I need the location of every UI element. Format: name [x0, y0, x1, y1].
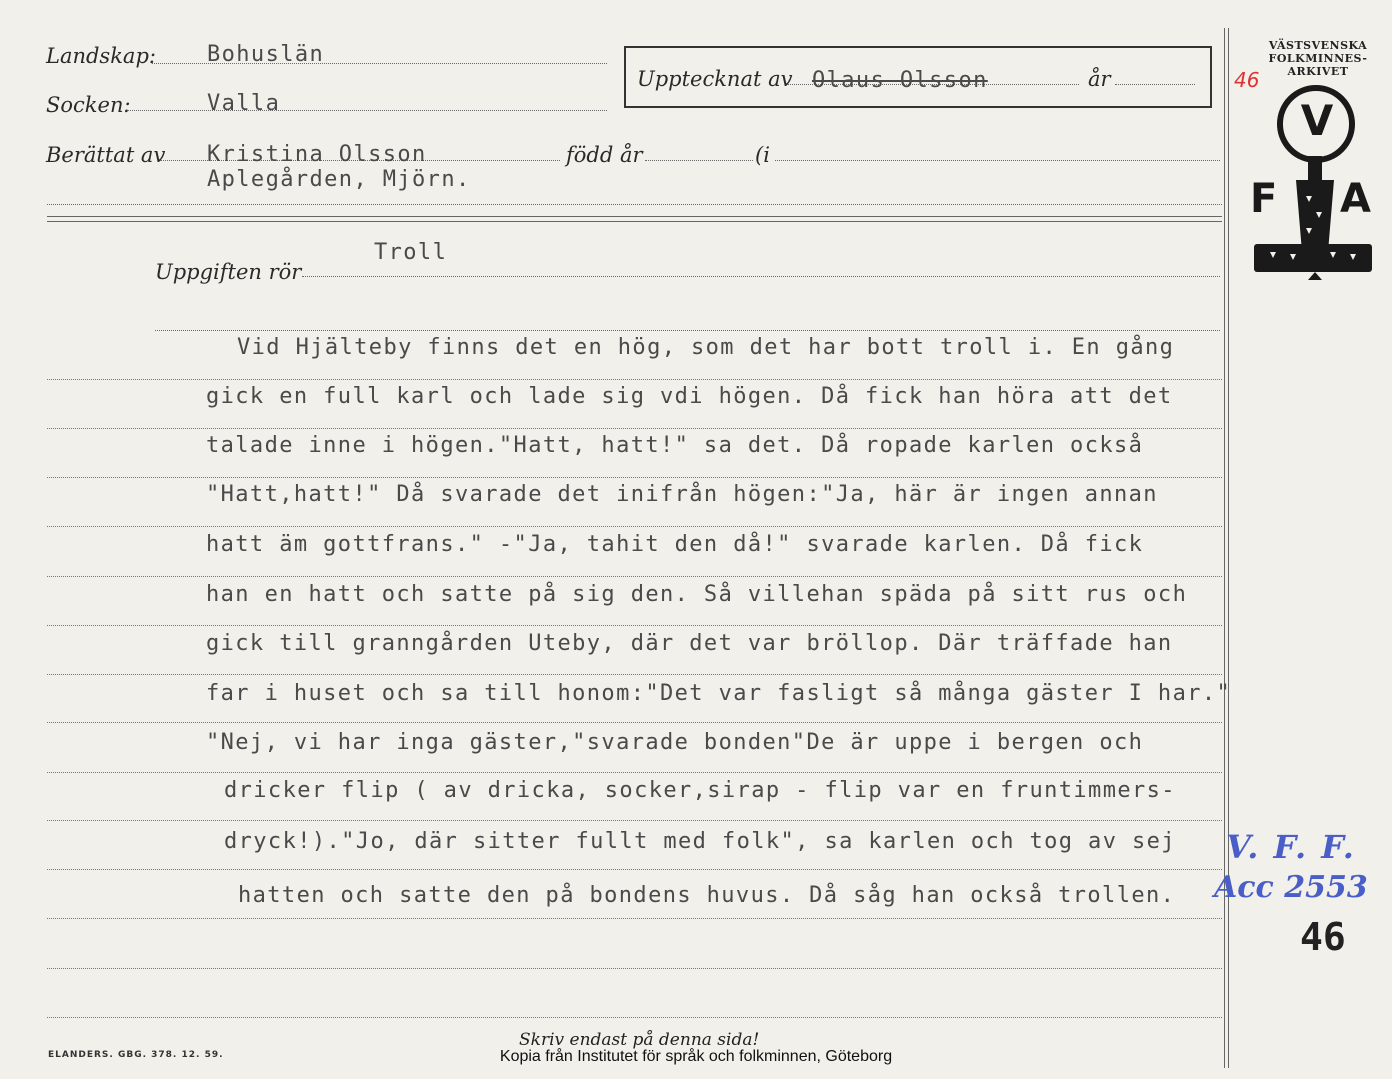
uppgift-label: Uppgiften rör [155, 260, 302, 284]
archive-number: 46 [1300, 915, 1346, 959]
body-line: Vid Hjälteby finns det en hög, som det har bott troll i. En gång [237, 335, 1175, 360]
body-line: "Hatt,hatt!" Då svarade det inifrån högen:"Ja, här är ingen annan [206, 482, 1158, 507]
ruled-line [47, 968, 1222, 969]
body-line: dryck!)."Jo, där sitter fullt med folk", sa karlen och tog av sej [224, 829, 1176, 854]
uppteck-value: Olaus Olsson [812, 68, 988, 93]
uppgift-line-2 [155, 330, 1220, 331]
ar-label: år [1088, 67, 1111, 91]
archive-name-2: FOLKMINNES- [1268, 52, 1368, 65]
berattat-name: Kristina Olsson [207, 142, 427, 167]
fodd-line [645, 160, 753, 161]
margin-line-2 [1228, 28, 1229, 1068]
landskap-value: Bohuslän [207, 42, 325, 67]
landskap-label: Landskap: [46, 44, 156, 68]
uppgift-line [302, 276, 1220, 277]
instruction-text: Skriv endast på denna sida! [519, 1030, 760, 1050]
acc-stamp: Acc 2553 [1214, 870, 1368, 905]
uppgift-value: Troll [374, 240, 448, 265]
body-line: hatt äm gottfrans." -"Ja, tahit den då!" svarade karlen. Då fick [206, 532, 1144, 557]
socken-value: Valla [207, 91, 281, 116]
body-line: far i huset och sa till honom:"Det var fasligt så många gäster I har." [206, 681, 1232, 706]
fodd-label: född år [566, 143, 643, 167]
berattat-label: Berättat av [46, 143, 166, 167]
ruled-line [47, 576, 1222, 577]
ruled-line [47, 526, 1222, 527]
body-line: hatten och satte den på bondens huvus. Då såg han också trollen. [238, 883, 1176, 908]
socken-line [128, 110, 607, 111]
body-line: talade inne i högen."Hatt, hatt!" sa det. Då ropade karlen också [206, 433, 1144, 458]
ruled-line [47, 722, 1222, 723]
logo-letter-f: F [1250, 176, 1278, 222]
body-line: gick till granngården Uteby, där det var bröllop. Där träffade han [206, 631, 1173, 656]
copyright-notice: Kopia från Institutet för språk och folkminnen, Göteborg [499, 1048, 893, 1065]
ruled-line [47, 428, 1222, 429]
body-line: dricker flip ( av dricka, socker,sirap - flip var en fruntimmers- [224, 778, 1176, 803]
separator-bottom [47, 221, 1222, 222]
archive-logo-icon [1248, 84, 1378, 284]
ruled-line [47, 772, 1222, 773]
uppteck-label: Upptecknat av [637, 67, 793, 91]
ruled-line [47, 820, 1222, 821]
archive-name-3: ARKIVET [1287, 65, 1349, 78]
ruled-line [47, 379, 1222, 380]
ruled-line [47, 674, 1222, 675]
i-label: (i [755, 143, 770, 167]
printer-imprint: ELANDERS. GBG. 378. 12. 59. [48, 1050, 224, 1060]
logo-letter-v: V [1300, 96, 1334, 145]
ar-line [1115, 84, 1195, 85]
margin-line-1 [1224, 28, 1225, 1068]
archive-name-1: VÄSTSVENSKA [1268, 39, 1368, 52]
ruled-line [47, 477, 1222, 478]
red-note: 46 [1234, 68, 1260, 92]
body-line: gick en full karl och lade sig vdi högen. Då fick han höra att det [206, 384, 1173, 409]
vff-stamp: V. F. F. [1226, 828, 1356, 866]
ruled-line [47, 869, 1222, 870]
ruled-line [47, 625, 1222, 626]
berattat-place: Aplegården, Mjörn. [207, 167, 471, 192]
ruled-line [47, 1017, 1222, 1018]
body-line: "Nej, vi har inga gäster,"svarade bonden"De är uppe i bergen och [206, 730, 1144, 755]
socken-label: Socken: [46, 93, 131, 117]
body-line: han en hatt och satte på sig den. Så villehan späda på sitt rus och [206, 582, 1188, 607]
logo-letter-a: A [1340, 176, 1371, 222]
separator-top [47, 216, 1222, 217]
ruled-line [47, 918, 1222, 919]
berattat-place-line [47, 204, 1222, 205]
i-line [775, 160, 1220, 161]
